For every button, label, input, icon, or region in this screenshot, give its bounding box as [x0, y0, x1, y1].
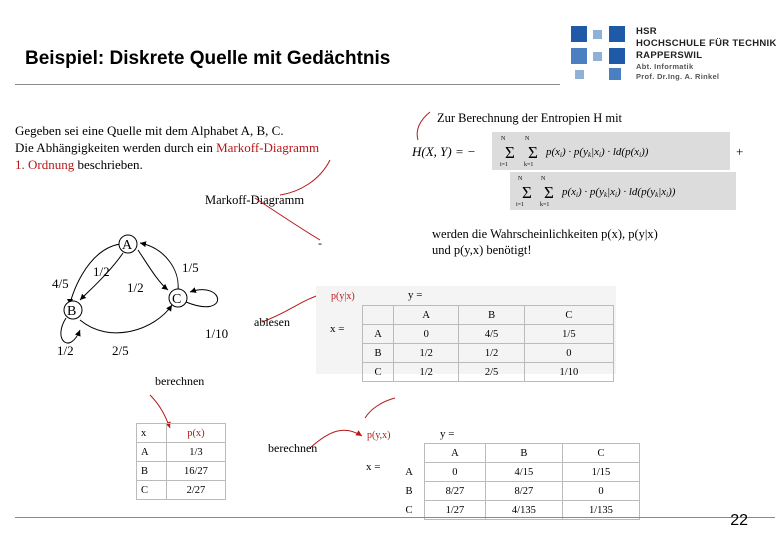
edge-label-b-c: 2/5	[112, 343, 129, 358]
svg-text:Σ: Σ	[544, 183, 554, 202]
svg-text:i=1: i=1	[516, 202, 525, 208]
svg-text:k=1: k=1	[524, 162, 534, 168]
node-a-label: A	[122, 238, 133, 253]
edge-label-b-self: 1/2	[57, 343, 74, 358]
page-title: Beispiel: Diskrete Quelle mit Gedächtnis	[25, 48, 391, 69]
svg-text:Σ: Σ	[522, 183, 532, 202]
markoff-link-text: Markoff-Diagramm	[216, 140, 320, 155]
table-row: C 1/27 4/135 1/135	[394, 501, 640, 520]
svg-text:H(X, Y) = −: H(X, Y) = −	[412, 144, 476, 159]
svg-text:N: N	[525, 136, 530, 142]
entropy-caption: Zur Berechnung der Entropien H mit	[437, 111, 623, 125]
svg-text:Σ: Σ	[528, 143, 538, 162]
svg-text:k=1: k=1	[540, 202, 550, 208]
table-row: B 16/27	[137, 462, 226, 481]
svg-text:+: +	[736, 144, 744, 159]
svg-text:p(xi) · p(yk|xi) · ld(p(yk|xi): p(xi) · p(yk|xi) · ld(p(yk|xi))	[562, 186, 676, 199]
table-pyx-x-label: x =	[330, 323, 345, 335]
svg-text:p(xi) · p(yk|xi) · ld(p(xi)): p(xi) · p(yk|xi) · ld(p(xi))	[546, 146, 649, 159]
node-c-label: C	[172, 292, 182, 307]
table-row: C 2/27	[137, 481, 226, 500]
table-row: A 1/3	[137, 443, 226, 462]
page-number: 22	[730, 512, 748, 529]
table-joint: A B C A 0 4/15 1/15 B 8/27 8/27 0 C 1/27 4/135 1/135	[394, 443, 640, 520]
school-name: HSR HOCHSCHULE FÜR TECHNIK RAPPERSWIL Abt. Informatik Prof. Dr.Ing. A. Rinkel	[636, 26, 777, 81]
probabilities-caption: werden die Wahrscheinlichkeiten p(x), p(y|x) und p(y,x) benötigt!	[432, 227, 658, 257]
table-joint-x-label: x =	[366, 461, 381, 473]
arrow-label-to-diagram	[255, 198, 320, 240]
intro-text: Gegeben sei eine Quelle mit dem Alphabet A, B, C. Die Abhängigkeiten werden durch ein Markoff-Diagramm 1. Ordnung beschrieben.	[15, 123, 320, 172]
table-pyx: A B C A 0 4/5 1/5 B 1/2 1/2 0 C 1/2 2/5 1/10	[362, 305, 614, 382]
svg-text:N: N	[518, 176, 523, 182]
berechnen-label-2: berechnen	[268, 441, 318, 455]
table-row: C 1/2 2/5 1/10	[363, 363, 614, 382]
svg-text:N: N	[541, 176, 546, 182]
edge-label-a-c: 1/2	[127, 280, 144, 295]
table-joint-y-label: y =	[440, 428, 455, 440]
edge-label-a-self: 4/5	[52, 276, 69, 291]
svg-text:N: N	[501, 136, 506, 142]
edge-label-a-b: 1/2	[93, 264, 110, 279]
svg-text:Σ: Σ	[505, 143, 515, 162]
ablesen-label: ablesen	[254, 315, 290, 329]
svg-text:i=1: i=1	[500, 162, 509, 168]
diagram-caption: Markoff-Diagramm	[205, 193, 305, 207]
table-pyx-title: p(y|x)	[331, 291, 355, 302]
table-row: A 0 4/5 1/5	[363, 325, 614, 344]
edge-label-c-self: 1/10	[205, 326, 229, 341]
table-row: A 0 4/15 1/15	[394, 463, 640, 482]
dot-mark: -	[318, 236, 322, 250]
table-pyx-y-label: y =	[408, 289, 423, 301]
berechnen-label-1: berechnen	[155, 374, 205, 388]
edge-label-c-a: 1/5	[182, 260, 199, 275]
footer-rule	[15, 517, 775, 518]
node-b-label: B	[67, 304, 77, 319]
table-row: B 8/27 8/27 0	[394, 482, 640, 501]
table-px: x p(x) A 1/3 B 16/27 C 2/27	[136, 423, 226, 500]
table-joint-title: p(y,x)	[367, 430, 391, 441]
table-row: B 1/2 1/2 0	[363, 344, 614, 363]
